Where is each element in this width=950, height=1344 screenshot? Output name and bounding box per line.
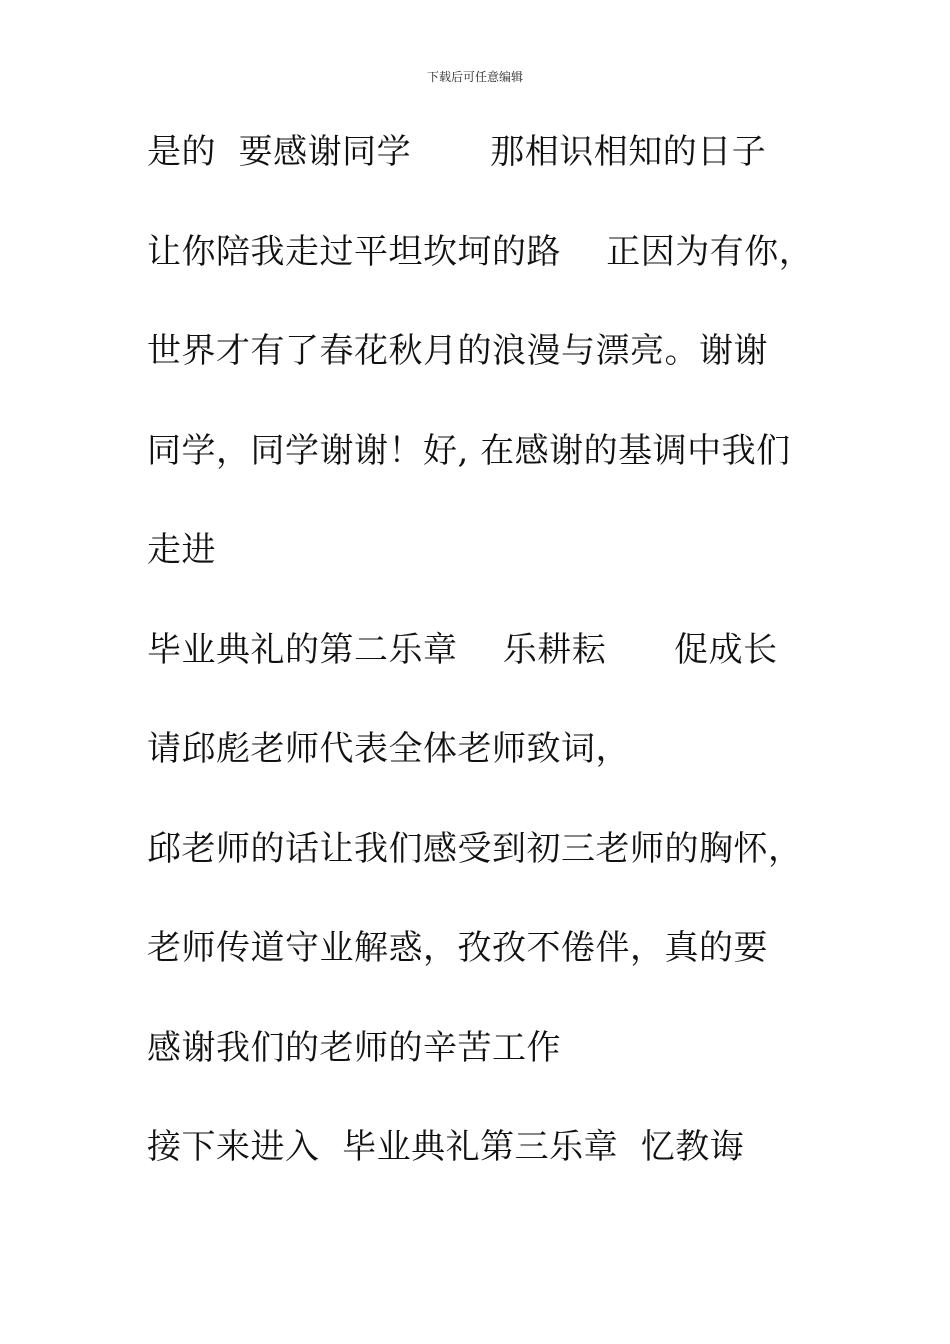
text-line: 请邱彪老师代表全体老师致词， — [147, 729, 630, 769]
header-note: 下载后可任意编辑 — [426, 70, 523, 84]
text-line: 让你陪我走过平坦坎坷的路 正因为有你， — [147, 231, 814, 272]
text-line: 走进 — [147, 530, 216, 570]
text-line: 是的 要感谢同学 那相识相知的日子 — [147, 132, 767, 172]
text-line: 毕业典礼的第二乐章 乐耕耘 促成长 — [147, 629, 778, 670]
text-line: 世界才有了春花秋月的浪漫与漂亮。谢谢 — [147, 331, 768, 371]
text-line: 同学，同学谢谢！好, 在感谢的基调中我们 — [147, 430, 791, 471]
text-line: 老师传道守业解惑，孜孜不倦伴，真的要 — [147, 928, 768, 968]
text-line: 感谢我们的老师的辛苦工作 — [147, 1027, 561, 1068]
text-line: 邱老师的话让我们感受到初三老师的胸怀， — [147, 828, 803, 869]
body-text — [147, 127, 827, 1222]
text-line: 接下来进入 毕业典礼第三乐章 忆教诲 — [147, 1127, 745, 1167]
